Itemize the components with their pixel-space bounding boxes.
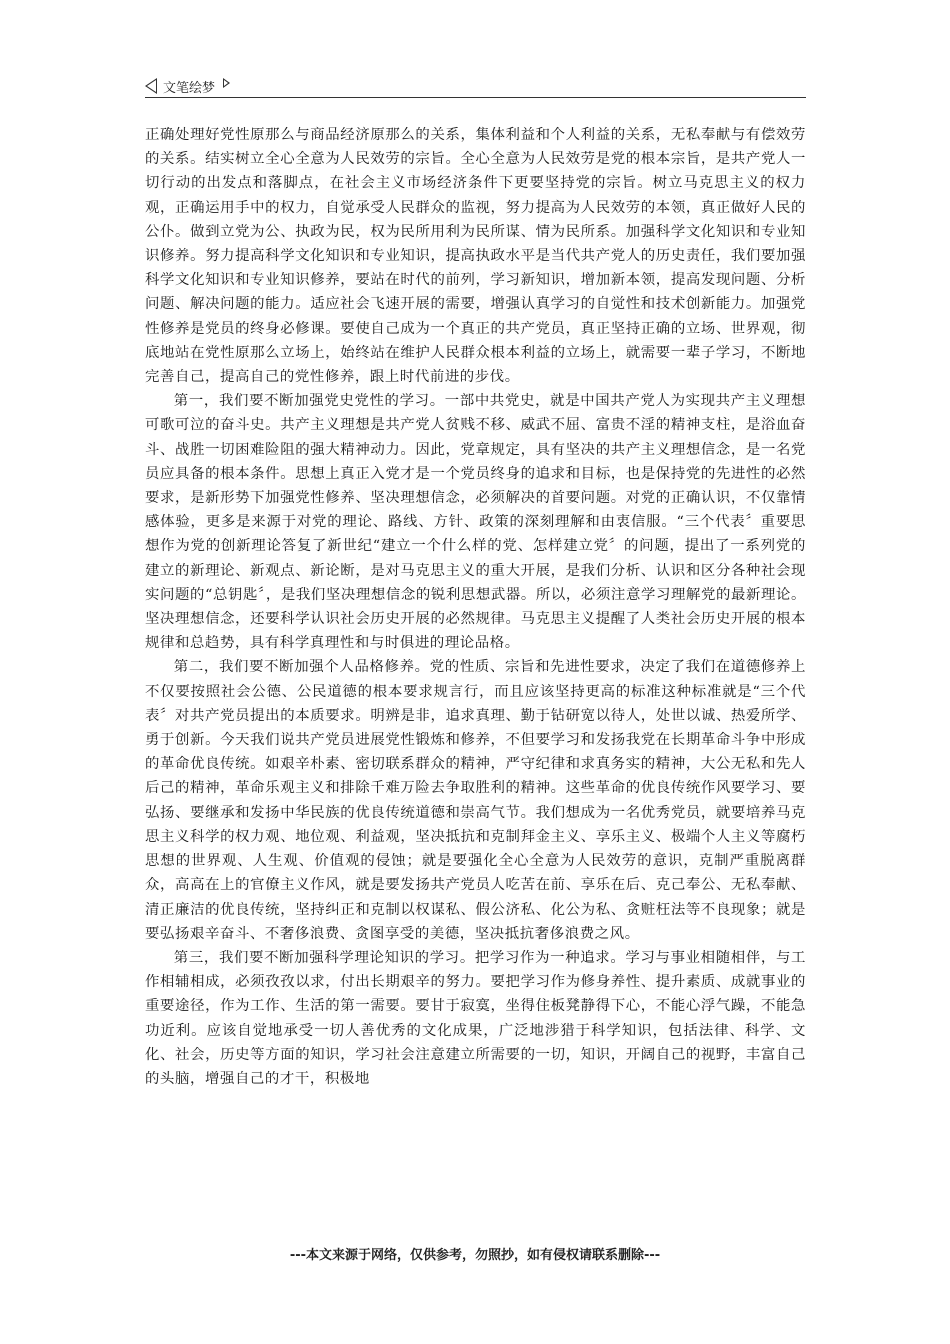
paragraph: 第二，我们要不断加强个人品格修养。党的性质、宗旨和先进性要求，决定了我们在道德修养上不仅要按照社会公德、公民道德的根本要求规言行，而且应该坚持更高的标准这种标准就是“三个代表〞对共产党员提出的本质要求。明辨是非，追求真理、勤于钻研宽以待人，处世以诚、热爱所学、勇于创新。今天我们说共产党员进展党性锻炼和修养，不但要学习和发扬我党在长期革命斗争中形成的革命优良传统。如艰辛朴素、密切联系群众的精神，严守纪律和求真务实的精神，大公无私和先人后己的精神，革命乐观主义和排除千难万险去争取胜利的精神。这些革命的优良传统作风要学习、要弘扬、要继承和发扬中华民族的优良传统道德和崇高气节。我们想成为一名优秀党员，就要培养马克思主义科学的权力观、地位观、利益观，坚决抵抗和克制拜金主义、享乐主义、极端个人主义等腐朽思想的世界观、人生观、价值观的侵蚀；就是要强化全心全意为人民效劳的意识，克制严重脱离群众，高高在上的官僚主义作风，就是要发扬共产党员人吃苦在前、享乐在后、克己奉公、无私奉献、清正廉洁的优良传统，坚持纠正和克制以权谋私、假公济私、化公为私、贪赃枉法等不良现象；就是要弘扬艰辛奋斗、不奢侈浪费、贪图享受的美德，坚决抵抗奢侈浪费之风。 bbox=[145, 659, 806, 942]
paragraph: 正确处理好党性原那么与商品经济原那么的关系，集体利益和个人利益的关系，无私奉献与有偿效劳的关系。结实树立全心全意为人民效劳的宗旨。全心全意为人民效劳是党的根本宗旨，是共产党人一切行动的出发点和落脚点，在社会主义市场经济条件下更要坚持党的宗旨。树立马克思主义的权力观，正确运用手中的权力，自觉承受人民群众的监视，努力提高为人民效劳的本领，真正做好人民的公仆。做到立党为公、执政为民，权为民所用利为民所谋、情为民所系。加强科学文化知识和专业知识修养。努力提高科学文化知识和专业知识，提高执政水平是当代共产党人的历史责任，我们要加强科学文化知识和专业知识修养，要站在时代的前列，学习新知识，增加新本领，提高发现问题、分析问题、解决问题的能力。适应社会飞速开展的需要，增强认真学习的自觉性和技术创新能力。加强党性修养是党员的终身必修课。要使自己成为一个真正的共产党员，真正坚持正确的立场、世界观，彻底地站在党性原那么立场上，始终站在维护人民群众根本利益的立场上，就需要一辈子学习，不断地完善自己，提高自己的党性修养，跟上时代前进的步伐。 bbox=[145, 127, 806, 386]
page-footer: ---本文来源于网络，仅供参考，勿照抄，如有侵权请联系删除--- bbox=[289, 1248, 661, 1263]
paragraph: 第三，我们要不断加强科学理论知识的学习。把学习作为一种追求。学习与事业相随相伴，与工作相辅相成，必须孜孜以求，付出长期艰辛的努力。要把学习作为修身养性、提升素质、成就事业的重要途径，作为工作、生活的第一需要。要甘于寂寞，坐得住板凳静得下心，不能心浮气躁，不能急功近利。应该自觉地承受一切人善优秀的文化成果，广泛地涉猎于科学知识，包括法律、科学、文化、社会，历史等方面的知识，学习社会注意建立所需要的一切，知识，开阔自己的视野，丰富自己的头脑，增强自己的才干，积极地 bbox=[145, 949, 806, 1087]
header-title: 文笔绘梦 bbox=[163, 80, 216, 96]
right-triangle-icon bbox=[223, 78, 230, 88]
document-body bbox=[145, 123, 806, 1091]
left-triangle-icon bbox=[145, 78, 157, 94]
header-rule bbox=[145, 97, 806, 98]
paragraph: 第一，我们要不断加强党史党性的学习。一部中共党史，就是中国共产党人为实现共产主义理想可歌可泣的奋斗史。共产主义理想是共产党人贫贱不移、威武不屈、富贵不淫的精神支柱，是浴血奋斗、战胜一切困难险阻的强大精神动力。因此，党章规定，具有坚决的共产主义理想信念，是一名党员应具备的根本条件。思想上真正入党才是一个党员终身的追求和目标，也是保持党的先进性的必然要求，是新形势下加强党性修养、坚决理想信念，必须解决的首要问题。对党的正确认识，不仅靠情感体验，更多是来源于对党的理论、路线、方针、政策的深刻理解和由衷信服。“三个代表〞重要思想作为党的创新理论答复了新世纪“建立一个什么样的党、怎样建立党〞的问题，提出了一系列党的建立的新理论、新观点、新论断，是对马克思主义的重大开展，是我们分析、认识和区分各种社会现实问题的“总钥匙〞，是我们坚决理想信念的锐利思想武器。所以，必须注意学习理解党的最新理论。坚决理想信念，还要科学认识社会历史开展的必然规律。马克思主义提醒了人类社会历史开展的根本规律和总趋势，具有科学真理性和与时俱进的理论品格。 bbox=[145, 393, 806, 652]
page-header bbox=[145, 74, 806, 98]
